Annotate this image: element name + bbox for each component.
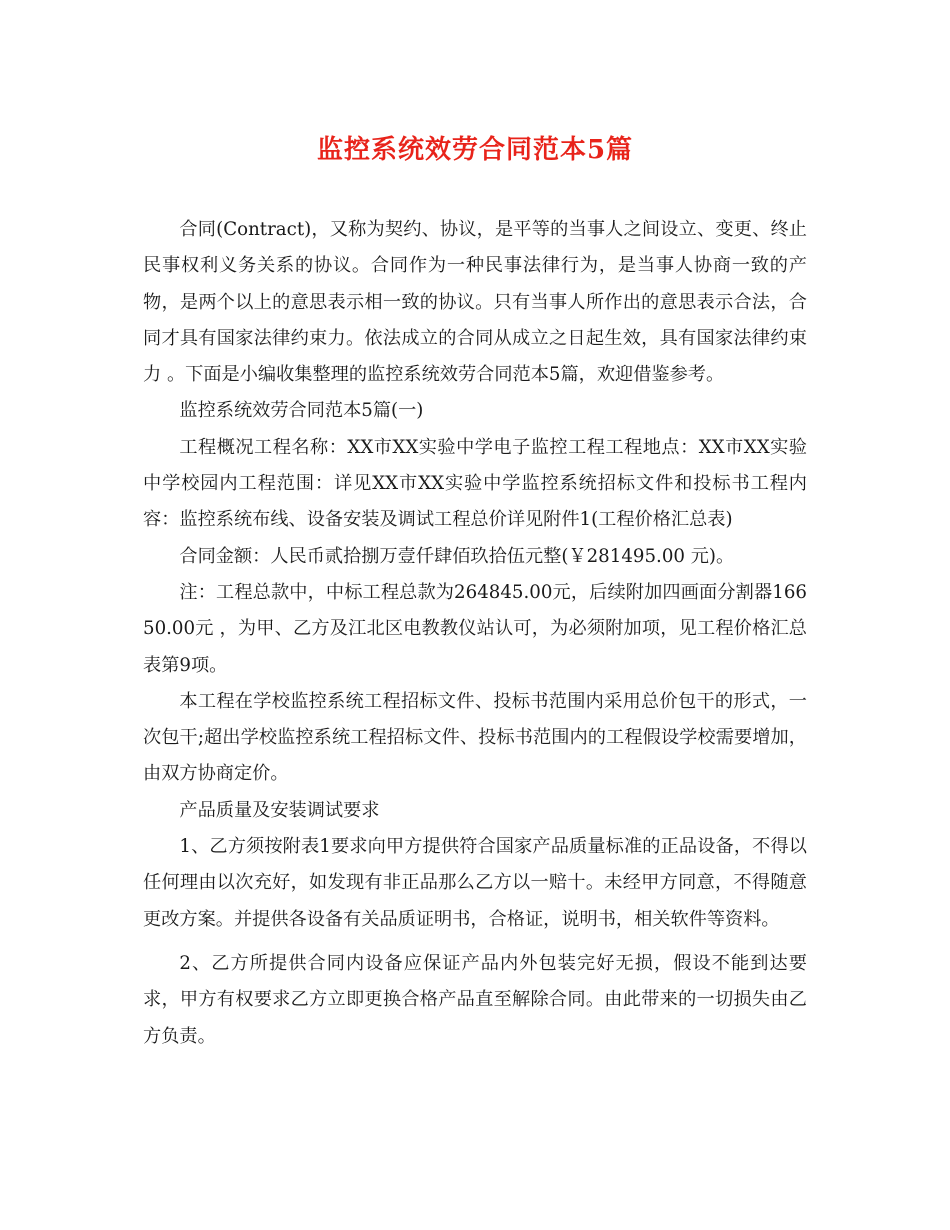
contract-amount-paragraph: 合同金额：人民币贰拾捌万壹仟肆佰玖拾伍元整(￥281495.00 元)。 xyxy=(179,545,735,567)
intro-paragraph: 合同(Contract)，又称为契约、协议，是平等的当事人之间设立、变更、终止民事权利义务关系的协议。合同作为一种民事法律行为，是当事人协商一致的产物，是两个以上的意思表示相一致的协议。只有当事人所作出的意思表示合法，合同才具有国家法律约束力。依法成立的合同从成立之日起生效，具有国家法律约束力 。下面是小编收集整理的监控系统效劳合同范本5篇，欢迎借鉴参考。 xyxy=(143,219,807,386)
note-paragraph: 注：工程总款中，中标工程总款为264845.00元，后续附加四画面分割器16650.00元 ，为甲、乙方及江北区电教教仪站认可，为必须附加项，见工程价格汇总表第9项。 xyxy=(143,581,807,676)
project-overview-paragraph: 工程概况工程名称：XX市XX实验中学电子监控工程工程地点：XX市XX实验中学校园内工程范围：详见XX市XX实验中学监控系统招标文件和投标书工程内容：监控系统布线、设备安装及调试工程总价详见附件1(工程价格汇总表) xyxy=(143,436,807,531)
lump-sum-paragraph: 本工程在学校监控系统工程招标文件、投标书范围内采用总价包干的形式，一次包干;超出学校监控系统工程招标文件、投标书范围内的工程假设学校需要增加，由双方协商定价。 xyxy=(143,690,807,785)
document-page xyxy=(143,128,807,1055)
quality-heading: 产品质量及安装调试要求 xyxy=(179,799,380,821)
section-heading-one: 监控系统效劳合同范本5篇(一) xyxy=(179,400,424,422)
clause-one-paragraph: 1、乙方须按附表1要求向甲方提供符合国家产品质量标准的正品设备，不得以任何理由以次充好，如发现有非正品那么乙方以一赔十。未经甲方同意，不得随意更改方案。并提供各设备有关品质证明书，合格证，说明书，相关软件等资料。 xyxy=(143,836,807,930)
document-title: 监控系统效劳合同范本5篇 xyxy=(316,135,634,165)
clause-two-paragraph: 2、乙方所提供合同内设备应保证产品内外包装完好无损，假设不能到达要求，甲方有权要求乙方立即更换合格产品直至解除合同。由此带来的一切损失由乙方负责。 xyxy=(143,952,807,1047)
